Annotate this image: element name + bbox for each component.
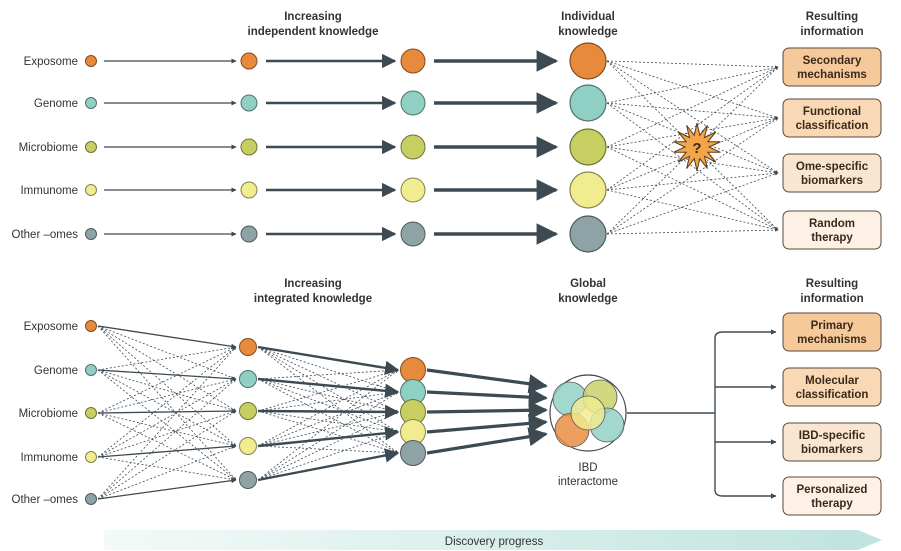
bottom-link-b-microbiome-1 xyxy=(258,392,398,411)
top-circle-small-genome xyxy=(241,95,257,111)
bottom-arrow-to-interactome-immunome xyxy=(427,422,546,432)
top-outcome-ome-specific-biomarkers xyxy=(783,154,881,192)
bottom-header-resulting-line1: Resulting xyxy=(805,278,859,290)
bottom-outcome-boxes xyxy=(783,313,881,515)
bottom-dot-other-omes xyxy=(86,494,97,505)
top-outcome-secondary-mechanisms xyxy=(783,48,881,86)
bottom-dot-immunome xyxy=(86,452,97,463)
top-label-genome: Genome xyxy=(33,98,78,110)
bottom-circle-mid-exposome xyxy=(401,358,426,383)
top-circle-small-microbiome xyxy=(241,139,257,155)
bottom-link-a-other-omes-1 xyxy=(98,379,236,499)
bottom-link-b-exposome-0 xyxy=(258,347,398,370)
bottom-outcome-personalized-therapy xyxy=(783,477,881,515)
question-mark: ? xyxy=(692,140,702,157)
top-dot-genome xyxy=(86,98,97,109)
bottom-link-a-other-omes-4 xyxy=(98,480,236,499)
top-label-immunome: Immunome xyxy=(20,185,78,197)
bottom-link-a-genome-2 xyxy=(98,370,236,411)
top-dash-genome-0 xyxy=(607,67,778,103)
interactome-label-line1: IBD xyxy=(578,462,598,474)
bottom-outcome-line: classification xyxy=(795,389,869,401)
bottom-branch-arrows xyxy=(627,332,776,496)
bottom-link-a-genome-0 xyxy=(98,347,236,370)
ibd-interactome xyxy=(550,375,626,451)
bottom-link-a-immunome-0 xyxy=(98,347,236,457)
top-circle-large-genome xyxy=(570,85,606,121)
top-label-microbiome: Microbiome xyxy=(18,142,78,154)
tree-branch-3 xyxy=(715,490,776,496)
top-outcome-line: classification xyxy=(795,120,869,132)
top-dash-immunome-3 xyxy=(607,190,778,230)
top-circle-large-exposome xyxy=(570,43,606,79)
bottom-link-b-other-omes-2 xyxy=(258,412,398,480)
bottom-circle-small-genome xyxy=(240,371,257,388)
discovery-progress-arrow xyxy=(104,530,882,550)
top-header-resulting-line2: information xyxy=(800,26,864,38)
bottom-header-increasing-line2: integrated knowledge xyxy=(253,293,373,305)
top-dash-immunome-2 xyxy=(607,173,778,190)
top-header-increasing-line2: independent knowledge xyxy=(247,26,379,38)
top-outcome-line: Secondary xyxy=(802,55,862,67)
bottom-label-other-omes: Other –omes xyxy=(11,494,78,506)
top-header-individual-line2: knowledge xyxy=(558,26,618,38)
top-circle-mid-other-omes xyxy=(401,222,425,246)
top-header-increasing-line1: Increasing xyxy=(284,11,342,23)
bottom-label-exposome: Exposome xyxy=(23,321,78,333)
interactome-immunome xyxy=(571,396,605,430)
bottom-outcome-line: Primary xyxy=(810,320,854,332)
bottom-link-a-exposome-4 xyxy=(98,326,236,480)
top-circle-large-immunome xyxy=(570,172,606,208)
progress-label: Discovery progress xyxy=(444,536,544,548)
bottom-label-microbiome: Microbiome xyxy=(18,408,78,420)
bottom-header-increasing-line1: Increasing xyxy=(284,278,342,290)
top-circle-mid-exposome xyxy=(401,49,425,73)
top-row-labels xyxy=(12,56,79,241)
bottom-link-b-genome-2 xyxy=(258,379,398,412)
bottom-arrow-to-interactome-exposome xyxy=(427,370,546,386)
top-dash-genome-3 xyxy=(607,103,778,230)
top-arrows xyxy=(104,61,556,234)
top-dash-other-omes-3 xyxy=(607,230,778,234)
top-circle-small-other-omes xyxy=(241,226,257,242)
top-outcome-line: therapy xyxy=(811,232,853,244)
bottom-outcome-ibd-specific-biomarkers xyxy=(783,423,881,461)
top-dash-genome-1 xyxy=(607,103,778,118)
bottom-link-a-immunome-4 xyxy=(98,457,236,480)
top-dash-exposome-1 xyxy=(607,61,778,118)
bottom-outcome-line: biomarkers xyxy=(800,444,864,456)
top-circle-large-other-omes xyxy=(570,216,606,252)
bottom-link-a-microbiome-1 xyxy=(98,379,236,413)
bottom-outcome-molecular-classification xyxy=(783,368,881,406)
top-dash-other-omes-2 xyxy=(607,173,778,234)
top-circle-mid-microbiome xyxy=(401,135,425,159)
bottom-arrow-to-interactome-genome xyxy=(427,392,546,398)
top-outcome-boxes xyxy=(783,48,881,249)
top-outcome-random-therapy xyxy=(783,211,881,249)
bottom-outcome-line: Personalized xyxy=(796,484,868,496)
bottom-link-a-microbiome-4 xyxy=(98,413,236,480)
top-dot-other-omes xyxy=(86,229,97,240)
top-label-exposome: Exposome xyxy=(23,56,78,68)
bottom-link-a-other-omes-0 xyxy=(98,347,236,499)
bottom-arrows xyxy=(427,370,546,453)
bottom-link-a-microbiome-2 xyxy=(98,411,236,413)
bottom-arrow-to-interactome-microbiome xyxy=(427,410,546,412)
top-circle-small-exposome xyxy=(241,53,257,69)
top-outcome-functional-classification xyxy=(783,99,881,137)
top-circle-mid-immunome xyxy=(401,178,425,202)
bottom-dot-microbiome xyxy=(86,408,97,419)
bottom-dot-genome xyxy=(86,365,97,376)
bottom-circle-small-other-omes xyxy=(240,472,257,489)
bottom-outcome-primary-mechanisms xyxy=(783,313,881,351)
top-circle-mid-genome xyxy=(401,91,425,115)
top-header-resulting-line1: Resulting xyxy=(805,11,859,23)
top-dot-microbiome xyxy=(86,142,97,153)
top-outcome-line: Functional xyxy=(802,106,862,118)
top-outcome-line: biomarkers xyxy=(800,175,864,187)
bottom-link-a-exposome-2 xyxy=(98,326,236,411)
bottom-outcome-line: therapy xyxy=(811,498,853,510)
bottom-link-a-other-omes-3 xyxy=(98,446,236,499)
bottom-label-immunome: Immunome xyxy=(20,452,78,464)
bottom-header-global-line2: knowledge xyxy=(558,293,618,305)
top-dot-immunome xyxy=(86,185,97,196)
bottom-label-genome: Genome xyxy=(33,365,78,377)
bottom-circle-mid-other-omes xyxy=(401,441,426,466)
bottom-circle-small-microbiome xyxy=(240,403,257,420)
bottom-link-b-genome-0 xyxy=(258,370,398,379)
bottom-dot-exposome xyxy=(86,321,97,332)
bottom-outcome-line: IBD-specific xyxy=(798,430,866,442)
bottom-row-labels xyxy=(12,321,79,506)
top-dot-exposome xyxy=(86,56,97,67)
bottom-link-a-exposome-0 xyxy=(98,326,236,347)
bottom-circle-small-exposome xyxy=(240,339,257,356)
bottom-header-global-line1: Global xyxy=(570,278,606,290)
bottom-outcome-line: mechanisms xyxy=(797,334,867,346)
top-label-other-omes: Other –omes xyxy=(11,229,78,241)
bottom-header-resulting-line2: information xyxy=(800,293,864,305)
top-dash-exposome-0 xyxy=(607,61,778,67)
bottom-outcome-line: Molecular xyxy=(805,375,859,387)
top-circle-small-immunome xyxy=(241,182,257,198)
bottom-link-b-exposome-4 xyxy=(258,347,398,453)
bottom-circle-small-immunome xyxy=(240,438,257,455)
bottom-link-a-genome-4 xyxy=(98,370,236,480)
top-outcome-line: mechanisms xyxy=(797,69,867,81)
bottom-link-b-exposome-2 xyxy=(258,347,398,412)
tree-branch-0 xyxy=(715,332,776,338)
top-header-individual-line1: Individual xyxy=(561,11,615,23)
top-outcome-line: Ome-specific xyxy=(795,161,869,173)
top-circle-large-microbiome xyxy=(570,129,606,165)
bottom-link-b-microbiome-2 xyxy=(258,411,398,412)
interactome-label-line2: interactome xyxy=(557,476,619,488)
bottom-link-a-microbiome-3 xyxy=(98,413,236,446)
bottom-arrow-to-interactome-other-omes xyxy=(427,434,546,453)
top-outcome-line: Random xyxy=(809,218,855,230)
bottom-link-a-microbiome-0 xyxy=(98,347,236,413)
